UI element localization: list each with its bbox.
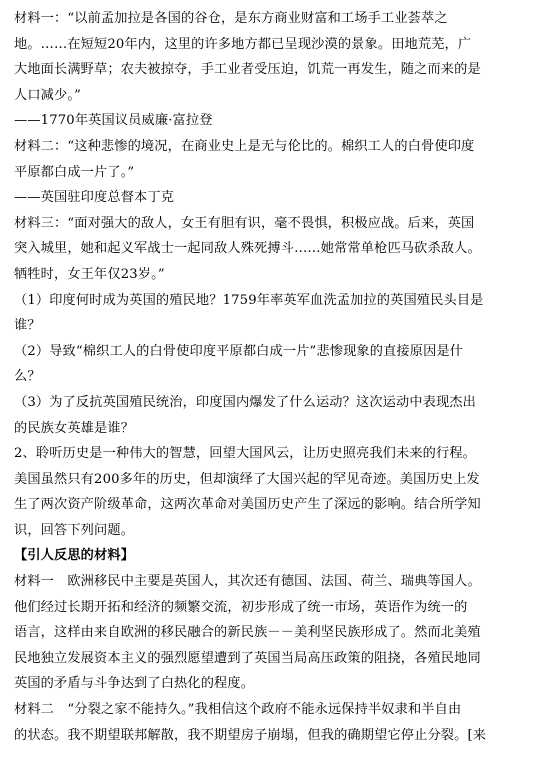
question-line: （3）为了反抗英国殖民统治，印度国内爆发了什么运动？这次运动中表现杰出 (14, 394, 477, 410)
text-line: 民地独立发展资本主义的强烈愿望遭到了英国当局高压政策的阻挠，各殖民地同 (14, 650, 481, 666)
text-line: 材料一 欧洲移民中主要是英国人，其次还有德国、法国、荷兰、瑞典等国人。 (14, 574, 481, 590)
text-line: 的状态。我不期望联邦解散，我不期望房子崩塌，但我的确期望它停止分裂。[来 (14, 727, 487, 743)
text-line: 识，回答下列问题。 (14, 522, 135, 538)
source-attribution: ——英国驻印度总督本丁克 (14, 190, 175, 206)
text-line: 平原都白成一片了。” (14, 164, 135, 180)
text-line: 美国虽然只有200多年的历史，但却演绎了大国兴起的罕见奇迹。美国历史上发 (14, 471, 480, 487)
question-line: 的民族女英雄是谁？ (14, 420, 135, 436)
text-line: 材料二：“这种悲惨的境况，在商业史上是无与伦比的。棉织工人的白骨使印度 (14, 138, 475, 154)
text-line: 人口减少。” (14, 87, 81, 103)
source-attribution: ——1770年英国议员威廉·富拉登 (14, 113, 213, 129)
text-line: 材料三：“面对强大的敌人，女王有胆有识，毫不畏惧，积极应战。后来，英国 (14, 215, 475, 231)
question-line: （1）印度何时成为英国的殖民地？1759年率英军血洗孟加拉的英国殖民头目是 (14, 292, 484, 308)
text-line: 大地面长满野草；农夫被掠夺，手工业者受压迫，饥荒一再发生，随之而来的是 (14, 62, 481, 78)
question-line: 么？ (14, 369, 41, 385)
text-line: 材料二 “分裂之家不能持久。”我相信这个政府不能永远保持半奴隶和半自由 (14, 702, 462, 718)
text-line: 牺牲时，女王年仅23岁。” (14, 266, 165, 282)
document-page (14, 6, 540, 748)
text-line: 他们经过长期开拓和经济的频繁交流，初步形成了统一市场，英语作为统一的 (14, 599, 468, 615)
text-line: 材料一：“以前孟加拉是各国的谷仓，是东方商业财富和工场手工业荟萃之 (14, 11, 448, 26)
text-line: 生了两次资产阶级革命，这两次革命对美国历史产生了深远的影响。结合所学知 (14, 497, 481, 513)
section-heading: 【引人反思的材料】 (14, 548, 135, 564)
text-line: 地。……在短短20年内，这里的许多地方都已呈现沙漠的景象。田地荒芜，广 (14, 36, 472, 52)
text-line: 语言，这样由来自欧洲的移民融合的新民族－－美利坚民族形成了。然而北美殖 (14, 625, 481, 641)
text-line: 英国的矛盾与斗争达到了白热化的程度。 (14, 676, 255, 692)
text-line: 2、聆听历史是一种伟大的智慧，回望大国风云，让历史照亮我们未来的行程。 (14, 446, 477, 462)
text-line: 突入城里，她和起义军战士一起同敌人殊死搏斗……她常常单枪匹马砍杀敌人。 (14, 241, 481, 257)
question-line: （2）导致“棉织工人的白骨使印度平原都白成一片”悲惨现象的直接原因是什 (14, 343, 464, 359)
question-line: 谁？ (14, 318, 41, 334)
